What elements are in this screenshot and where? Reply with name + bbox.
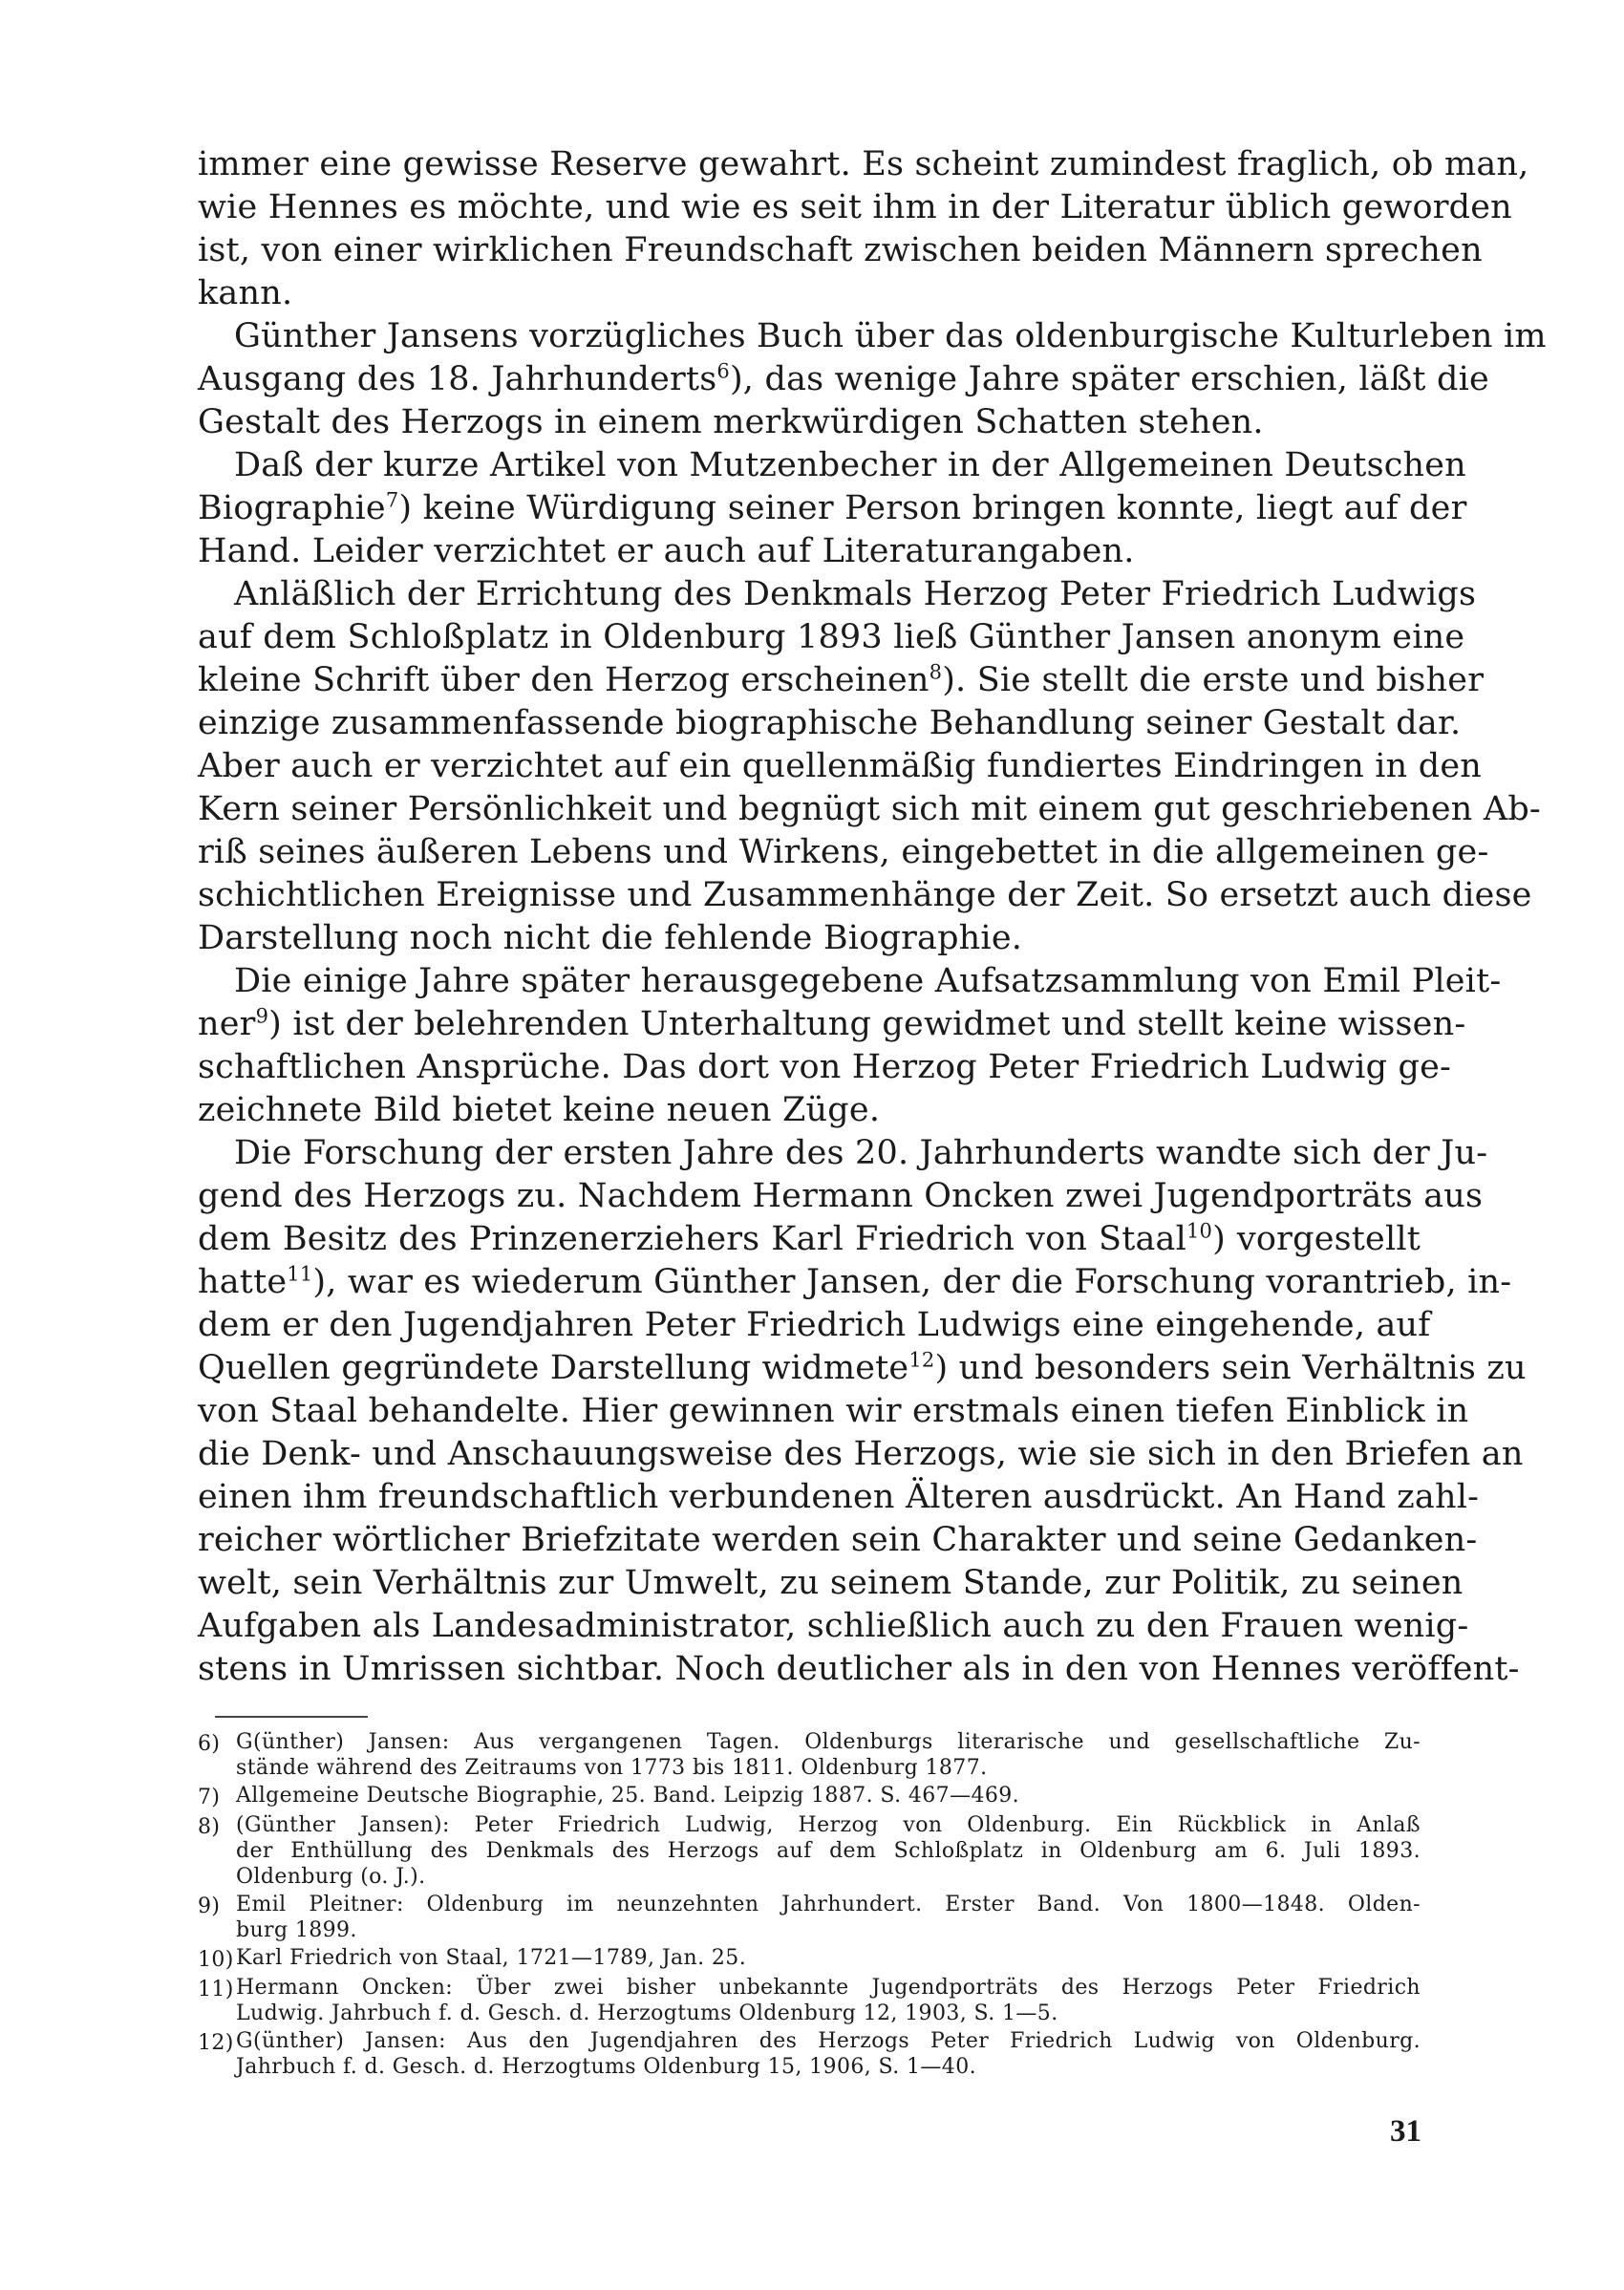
footnote-ref[interactable]: 12	[908, 1348, 935, 1372]
footnote-ref[interactable]: 6	[716, 359, 730, 383]
text-line: einzige zusammenfassende biographische Behandlung seiner Gestalt dar.	[198, 704, 1462, 742]
footnote-text	[236, 1783, 1421, 1810]
footnote-line: Emil Pleitner: Oldenburg im neunzehnten Jahrhundert. Erster Band. Von 1800—1848. Olden-	[236, 1893, 1421, 1916]
footnote-11	[198, 1975, 1421, 2026]
footnote-line: Allgemeine Deutsche Biographie, 25. Band. Leipzig 1887. S. 467—469.	[236, 1784, 1020, 1808]
text-line	[198, 1218, 1421, 1261]
text-line: kann.	[198, 274, 293, 312]
footnote-number: 12)	[198, 2031, 234, 2055]
text-line: zeichnete Bild bietet keine neuen Züge.	[198, 1091, 881, 1129]
footnote-line: G(ünther) Jansen: Aus den Jugendjahren des Herzogs Peter Friedrich Ludwig von Oldenburg.	[236, 2029, 1421, 2053]
text-segment: ) und besonders sein Verhältnis zu	[934, 1349, 1527, 1387]
footnote-line: der Enthüllung des Denkmals des Herzogs auf dem Schloßplatz in Oldenburg am 6. Juli 1893.	[236, 1839, 1421, 1863]
footnote-line: burg 1899.	[236, 1918, 357, 1942]
text-line: gend des Herzogs zu. Nachdem Hermann Oncken zwei Jugendporträts aus	[198, 1177, 1484, 1215]
text-line: die Denk- und Anschauungsweise des Herzogs, wie sie sich in den Briefen an	[198, 1435, 1524, 1473]
text-line: Aufgaben als Landesadministrator, schließlich auch zu den Frauen wenig-	[198, 1607, 1469, 1645]
text-line: Aber auch er verzichtet auf ein quellenmäßig fundiertes Eindringen in den	[198, 747, 1482, 785]
text-segment: ner	[198, 1005, 256, 1043]
footnote-ref[interactable]: 7	[385, 488, 399, 512]
footnote-text	[236, 1892, 1421, 1943]
footnote-9	[198, 1892, 1421, 1943]
text-segment: kleine Schrift über den Herzog erscheinen	[198, 661, 930, 699]
text-line: stens in Umrissen sichtbar. Noch deutlicher als in den von Hennes veröffent-	[198, 1650, 1520, 1688]
paragraph-5	[198, 960, 1502, 1132]
text-line: Daß der kurze Artikel von Mutzenbecher in der Allgemeinen Deutschen	[234, 446, 1466, 484]
text-segment: ), das wenige Jahre später erschien, läßt die	[729, 360, 1489, 398]
text-line	[198, 358, 1489, 401]
text-segment: hatte	[198, 1263, 288, 1301]
text-line: schichtlichen Ereignisse und Zusammenhänge der Zeit. So ersetzt auch diese	[198, 876, 1532, 914]
text-line	[198, 487, 1467, 530]
footnote-12	[198, 2028, 1421, 2080]
text-segment: ) ist der belehrenden Unterhaltung gewidmet und stellt keine wissen-	[268, 1005, 1466, 1043]
text-line: welt, sein Verhältnis zur Umwelt, zu seinem Stande, zur Politik, zu seinen	[198, 1564, 1464, 1602]
footnote-number: 10)	[198, 1948, 234, 1972]
text-line: Darstellung noch nicht die fehlende Biographie.	[198, 919, 1023, 957]
text-segment: ) vorgestellt	[1212, 1220, 1421, 1258]
footnote-ref[interactable]: 10	[1186, 1219, 1213, 1243]
paragraph-2	[198, 315, 1547, 444]
footnote-ref[interactable]: 8	[929, 660, 943, 684]
footnote-divider	[215, 1716, 368, 1718]
text-line: Anläßlich der Errichtung des Denkmals Herzog Peter Friedrich Ludwigs	[234, 575, 1477, 613]
text-line: Die einige Jahre später herausgegebene Aufsatzsammlung von Emil Pleit-	[234, 962, 1502, 1000]
text-segment: Ausgang des 18. Jahrhunderts	[198, 360, 717, 398]
footnote-line: Ludwig. Jahrbuch f. d. Gesch. d. Herzogtums Oldenburg 12, 1903, S. 1—5.	[236, 2001, 1058, 2025]
paragraph-3	[198, 444, 1467, 573]
footnote-line: Oldenburg (o. J.).	[236, 1865, 426, 1889]
text-line: schaftlichen Ansprüche. Das dort von Herzog Peter Friedrich Ludwig ge-	[198, 1048, 1452, 1086]
text-line	[198, 659, 1485, 702]
footnote-line: stände während des Zeitraums von 1773 bis 1811. Oldenburg 1877.	[236, 1756, 988, 1780]
text-segment: dem Besitz des Prinzenerziehers Karl Friedrich von Staal	[198, 1220, 1186, 1258]
footnote-line: Hermann Oncken: Über zwei bisher unbekannte Jugendporträts des Herzogs Peter Friedrich	[236, 1976, 1421, 2000]
paragraph-1	[198, 143, 1529, 315]
paragraph-4	[198, 573, 1541, 960]
footnotes	[198, 1729, 1421, 2080]
text-segment: ), war es wiederum Günther Jansen, der die Forschung vorantrieb, in-	[312, 1263, 1512, 1301]
text-segment: Quellen gegründete Darstellung widmete	[198, 1349, 909, 1387]
footnote-8	[198, 1812, 1421, 1890]
page-body	[198, 143, 1547, 2082]
footnote-text	[236, 1945, 1421, 1973]
page-number: 31	[1390, 2114, 1421, 2149]
text-line: dem er den Jugendjahren Peter Friedrich Ludwigs eine eingehende, auf	[198, 1306, 1431, 1344]
footnote-number: 11)	[198, 1978, 234, 2001]
footnote-line: Karl Friedrich von Staal, 1721—1789, Jan. 25.	[236, 1946, 747, 1970]
text-line: Hand. Leider verzichtet er auch auf Literaturangaben.	[198, 532, 1135, 570]
text-line: Günther Jansens vorzügliches Buch über das oldenburgische Kulturleben im	[234, 317, 1547, 355]
footnote-number: 9)	[198, 1894, 221, 1918]
footnote-7	[198, 1783, 1421, 1810]
footnote-line: G(ünther) Jansen: Aus vergangenen Tagen. Oldenburgs literarische und gesellschaftliche Zu-	[236, 1730, 1421, 1754]
footnote-10	[198, 1945, 1421, 1973]
text-line	[198, 1003, 1466, 1046]
text-segment: Biographie	[198, 489, 386, 527]
text-line: wie Hennes es möchte, und wie es seit ihm in der Literatur üblich geworden	[198, 188, 1512, 226]
text-line	[198, 1261, 1512, 1304]
text-line: auf dem Schloßplatz in Oldenburg 1893 ließ Günther Jansen anonym eine	[198, 618, 1465, 656]
footnote-number: 7)	[198, 1786, 221, 1809]
footnote-line: Jahrbuch f. d. Gesch. d. Herzogtums Oldenburg 15, 1906, S. 1—40.	[236, 2055, 976, 2079]
text-line: Kern seiner Persönlichkeit und begnügt sich mit einem gut geschriebenen Ab-	[198, 790, 1541, 828]
text-segment: ) keine Würdigung seiner Person bringen konnte, liegt auf der	[398, 489, 1467, 527]
text-segment: ). Sie stellt die erste und bisher	[942, 661, 1485, 699]
text-line: einen ihm freundschaftlich verbundenen Älteren ausdrückt. An Hand zahl-	[198, 1478, 1480, 1516]
footnote-ref[interactable]: 9	[255, 1004, 269, 1028]
footnote-6	[198, 1729, 1421, 1781]
footnote-number: 8)	[198, 1815, 221, 1839]
text-line: ist, von einer wirklichen Freundschaft zwischen beiden Männern sprechen	[198, 231, 1483, 269]
text-line: Gestalt des Herzogs in einem merkwürdigen Schatten stehen.	[198, 403, 1264, 441]
footnote-number: 6)	[198, 1732, 221, 1756]
footnote-text	[236, 1729, 1421, 1781]
footnote-text	[236, 1812, 1421, 1890]
footnote-text	[236, 2028, 1421, 2080]
footnote-text	[236, 1975, 1421, 2026]
text-line: Die Forschung der ersten Jahre des 20. Jahrhunderts wandte sich der Ju-	[234, 1134, 1488, 1172]
text-line	[198, 1347, 1527, 1390]
footnote-line: (Günther Jansen): Peter Friedrich Ludwig, Herzog von Oldenburg. Ein Rückblick in Anlaß	[236, 1813, 1421, 1837]
text-line: reicher wörtlicher Briefzitate werden sein Charakter und seine Gedanken-	[198, 1521, 1478, 1559]
text-line: immer eine gewisse Reserve gewahrt. Es scheint zumindest fraglich, ob man,	[198, 145, 1529, 183]
paragraph-6	[198, 1132, 1527, 1691]
text-line: von Staal behandelte. Hier gewinnen wir erstmals einen tiefen Einblick in	[198, 1392, 1469, 1430]
text-line: riß seines äußeren Lebens und Wirkens, eingebettet in die allgemeinen ge-	[198, 833, 1489, 871]
footnote-ref[interactable]: 11	[287, 1262, 313, 1286]
